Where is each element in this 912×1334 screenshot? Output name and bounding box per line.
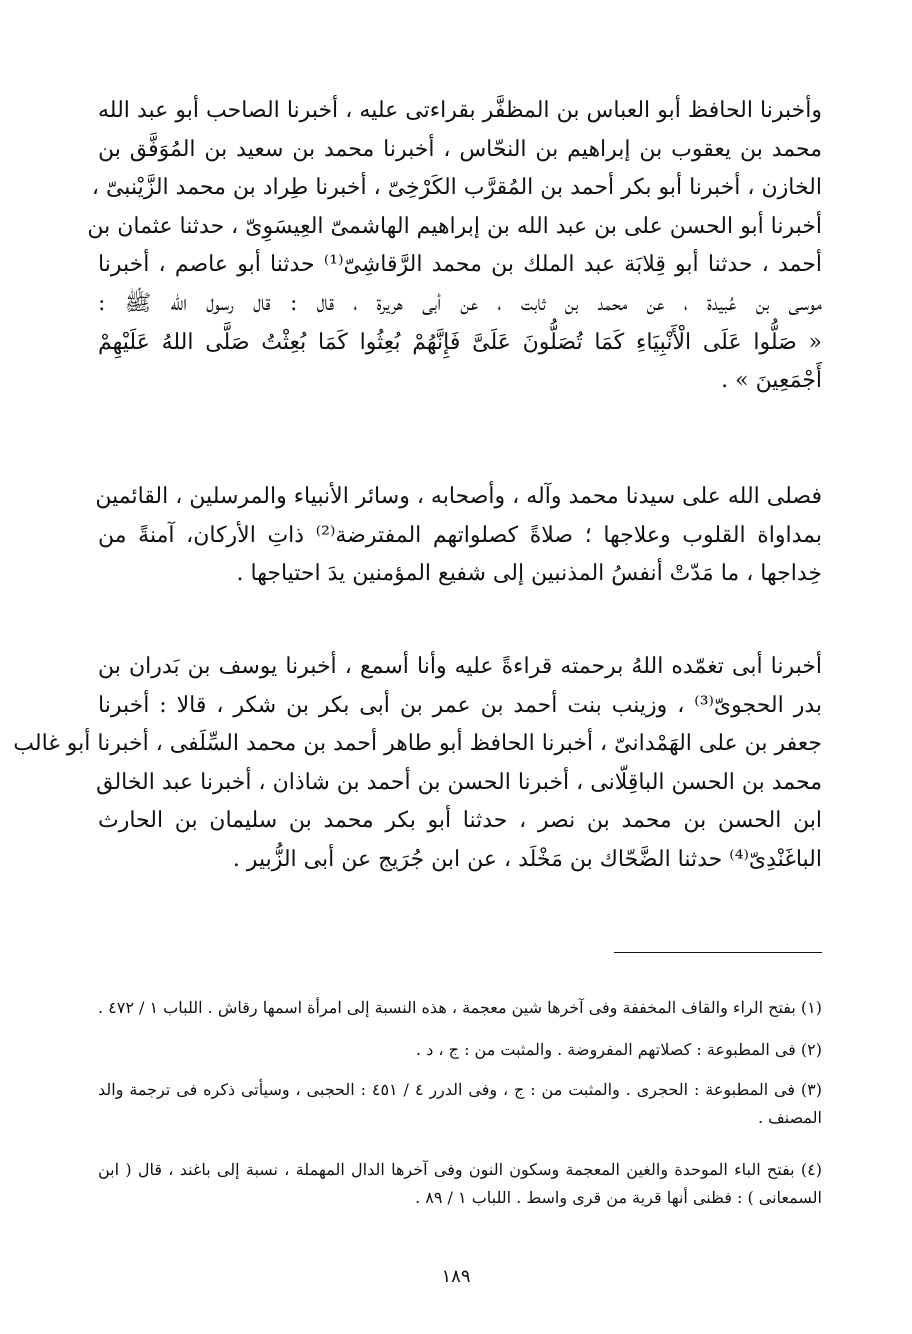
paragraph-3-line-3: جعفر بن على الهَمْدانىّ ، أخبرنا الحافظ أبو طاهر أحمد بن محمد السِّلَفى ، أخبرنا أبو غالب: [13, 731, 822, 757]
paragraph-3-line-4: محمد بن الحسن الباقِلّانى ، أخبرنا الحسن بن أحمد بن شاذان ، أخبرنا عبد الخالق: [96, 769, 822, 795]
footnote-3-line-2: المصنف .: [757, 1108, 822, 1127]
footnote-3-line-1: (٣) فى المطبوعة : الحجرى . والمثبت من : ج ، وفى الدرر ٤ / ٤٥١ : الحجبى ، وسيأتى ذكره فى ترجمة والد: [98, 1080, 823, 1099]
footnote-2-line-1: (٢) فى المطبوعة : كصلاتهم المفروضة . والمثبت من : ج ، د .: [416, 1040, 822, 1059]
paragraph-1-line-8: أَجْمَعِينَ » .: [721, 368, 822, 394]
paragraph-2-line-2: بمداواة القلوب وعلاجها ؛ صلاةً كصلواتهم المفترضة⁽²⁾ ذاتِ الأركان، آمنةً من: [98, 522, 822, 548]
paragraph-3-line-1: أخبرنا أبى تغمّده اللهُ برحمته قراءةً عليه وأنا أسمع ، أخبرنا يوسف بن بَدران بن: [98, 654, 822, 679]
page-number: ١٨٩: [441, 1266, 471, 1287]
footnote-3: [98, 1076, 822, 1132]
paragraph-3-line-5: ابن الحسن بن محمد بن نصر ، حدثنا أبو بكر محمد بن سليمان بن الحارث: [98, 808, 822, 834]
paragraph-2-line-3: خِداجها ، ما مَدّتْ أنفسُ المذنبين إلى شفيع المؤمنين يدَ احتياجها .: [236, 561, 822, 587]
footnote-separator: [614, 952, 822, 953]
paragraph-1: [87, 92, 822, 401]
paragraph-1-line-3: الخازن ، أخبرنا أبو بكر أحمد بن المُقرَّب الكَرْخِىّ ، أخبرنا طِراد بن محمد الزَّيْنبىّ ،: [91, 175, 822, 201]
footnote-1: [98, 994, 822, 1022]
footnote-4-line-1: (٤) بفتح الباء الموحدة والغين المعجمة وسكون النون وفى آخرها الدال المهملة ، نسبة إلى باغند ، قال ( ابن: [98, 1160, 822, 1179]
paragraph-1-line-5: أحمد ، حدثنا أبو قِلابَة عبد الملك بن محمد الرَّقاشِىّ⁽¹⁾ حدثنا أبو عاصم ، أخبرنا: [98, 252, 822, 278]
footnote-2: [98, 1036, 822, 1064]
paragraph-3: [13, 648, 822, 880]
paragraph-1-line-2: محمد بن يعقوب بن إبراهيم بن النحّاس ، أخبرنا محمد بن سعيد بن المُوَفَّق بن: [98, 136, 822, 162]
paragraph-1-line-1: وأخبرنا الحافظ أبو العباس بن المظفَّر بقراءتى عليه ، أخبرنا الصاحب أبو عبد الله: [98, 98, 822, 123]
paragraph-1-line-4: أخبرنا أبو الحسن على بن عبد الله بن إبراهيم الهاشمىّ العِيسَوِىّ ، حدثنا عثمان بن: [87, 213, 822, 239]
footnote-4-line-2: السمعانى ) : فظنى أنها قرية من قرى واسط . اللباب ١ / ٨٩ .: [415, 1188, 822, 1207]
paragraph-3-line-2: بدر الحجوىّ⁽³⁾ ، وزينب بنت أحمد بن عمر بن أبى بكر بن شكر ، قالا : أخبرنا: [98, 692, 822, 718]
paragraph-2: [95, 478, 822, 594]
paragraph-3-line-6: الباغَنْدِىّ⁽⁴⁾ حدثنا الضَّحّاك بن مَخْلَد ، عن ابن جُرَيج عن أبى الزُّبير .: [232, 846, 822, 872]
paragraph-2-line-1: فصلى الله على سيدنا محمد وآله ، وأصحابه ، وسائر الأنبياء والمرسلين ، القائمين: [95, 484, 822, 509]
paragraph-1-line-7: « صَلُّوا عَلَى الْأَنْبِيَاءِ كَمَا تُصَلُّونَ عَلَىَّ فَإِنَّهُمْ بُعِثُوا كَمَا بُعِثْتُ صَلَّى اللهُ عَلَيْهِمْ: [98, 329, 822, 355]
footnote-4: [98, 1156, 822, 1212]
paragraph-1-line-6: موسى بن عُبيدة ، عن محمد بن ثابت ، عن أبى هريرة ، قال : قال رسول الله ﷺ :: [98, 290, 822, 316]
footnote-1-line-1: (١) بفتح الراء والقاف المخففة وفى آخرها شين معجمة ، هذه النسبة إلى امرأة اسمها رقاش . اللباب ١ / ٤٧٢ .: [97, 998, 822, 1017]
